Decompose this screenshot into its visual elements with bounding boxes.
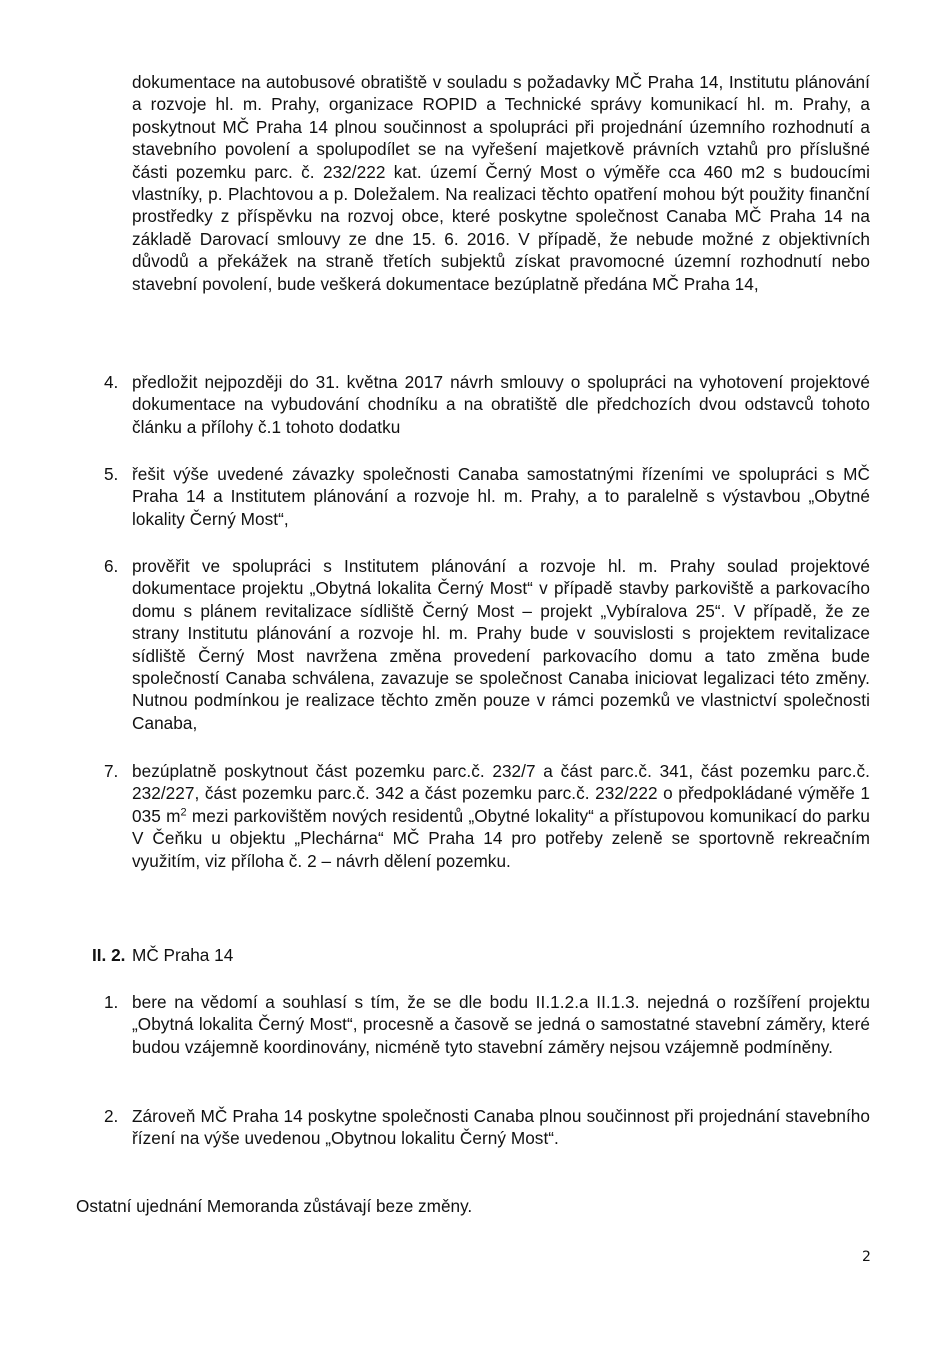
item-text: řešit výše uvedené závazky společnosti Canaba samostatnými řízeními ve spolupráci s MČ Praha 14 a Institutem plánování a rozvoje hl. m. Prahy, a to paralelně s výstavbou „Obytné lokality Černý Most“, [132,464,870,529]
item-number: 1. [104,992,119,1012]
item-text: předložit nejpozději do 31. května 2017 návrh smlouvy o spolupráci na vyhotovení projektové dokumentace na vybudování chodníku a na obratiště dle předchozích dvou odstavců tohoto článku a přílohy č.1 tohoto dodatku [132,372,870,437]
item-number: 7. [104,761,119,781]
item-text-part: bezúplatně poskytnout část pozemku parc.č. 232/7 a část parc.č. 341, část pozemku parc.č. 232/227, část pozemku parc.č. 342 a část pozemku parc.č. 232/222 o předpokládané výměře 1 035 m [132,761,870,826]
item-number: 5. [104,464,119,484]
item-text: Zároveň MČ Praha 14 poskytne společnosti Canaba plnou součinnost při projednání stavebního řízení na výše uvedenou „Obytnou lokalitu Černý Most“. [132,1106,870,1149]
section-title: MČ Praha 14 [132,945,234,965]
section-label: II. 2. [92,945,126,965]
item-number: 6. [104,556,119,576]
item-text: bere na vědomí a souhlasí s tím, že se dle bodu II.1.2.a II.1.3. nejedná o rozšíření projektu „Obytná lokalita Černý Most“, procesně a časově se jedná o samostatné stavební záměry, které budou vzájemně koordinovány, nicméně tyto stavební záměry nejsou vzájemně podmíněny. [132,992,870,1057]
continuation-paragraph: dokumentace na autobusové obratiště v souladu s požadavky MČ Praha 14, Institutu plánování a rozvoje hl. m. Prahy, organizace ROPID a Technické správy komunikací hl. m. Prahy, a poskytnout MČ Praha 14 plnou součinnost a spolupráci při projednání územního rozhodnutí a stavebního povolení a spolupodílet se na vyřešení majetkově právních vztahů pro příslušné části pozemku parc. č. 232/222 kat. území Černý Most o výměře cca 460 m2 s budoucími vlastníky, p. Plachtovou a p. Doležalem. Na realizaci těchto opatření mohou být použity finanční prostředky z příspěvku na rozvoj obce, které poskytne společnost Canaba MČ Praha 14 na základě Darovací smlouvy ze dne 15. 6. 2016. V případě, že nebude možné z objektivních důvodů a překážek na straně třetích subjektů získat pravomocné územní rozhodnutí nebo stavební povolení, bude veškerá dokumentace bezúplatně předána MČ Praha 14, [132,72,870,294]
page-number: 2 [862,1249,871,1265]
closing-statement: Ostatní ujednání Memoranda zůstávají beze změny. [76,1196,473,1216]
item-text [132,760,870,872]
item-number: 4. [104,372,119,392]
item-number: 2. [104,1106,119,1126]
item-text-part: mezi parkovištěm nových residentů „Obytné lokality“ a přístupovou komunikací do parku V Čeňku u objektu „Plechárna“ MČ Praha 14 pro potřeby zeleně se sportovně rekreačním využitím, viz příloha č. 2 – návrh dělení pozemku. [132,805,870,871]
superscript: 2 [180,806,187,819]
item-text: prověřit ve spolupráci s Institutem plánování a rozvoje hl. m. Prahy soulad projektové dokumentace projektu „Obytná lokalita Černý Most“ v případě stavby parkoviště a parkovacího domu s plánem revitalizace sídliště Černý Most – projekt „Vybíralova 25“. V případě, že ze strany Institutu plánování a rozvoje hl. m. Prahy bude v souvislosti s projektem revitalizace sídliště Černý Most navržena změna provedení parkovacího domu a tato změna bude společností Canaba schválena, zavazuje se společnost Canaba iniciovat legalizaci této změny. Nutnou podmínkou je realizace těchto změn pouze v rámci pozemků ve vlastnictví společnosti Canaba, [132,556,870,733]
